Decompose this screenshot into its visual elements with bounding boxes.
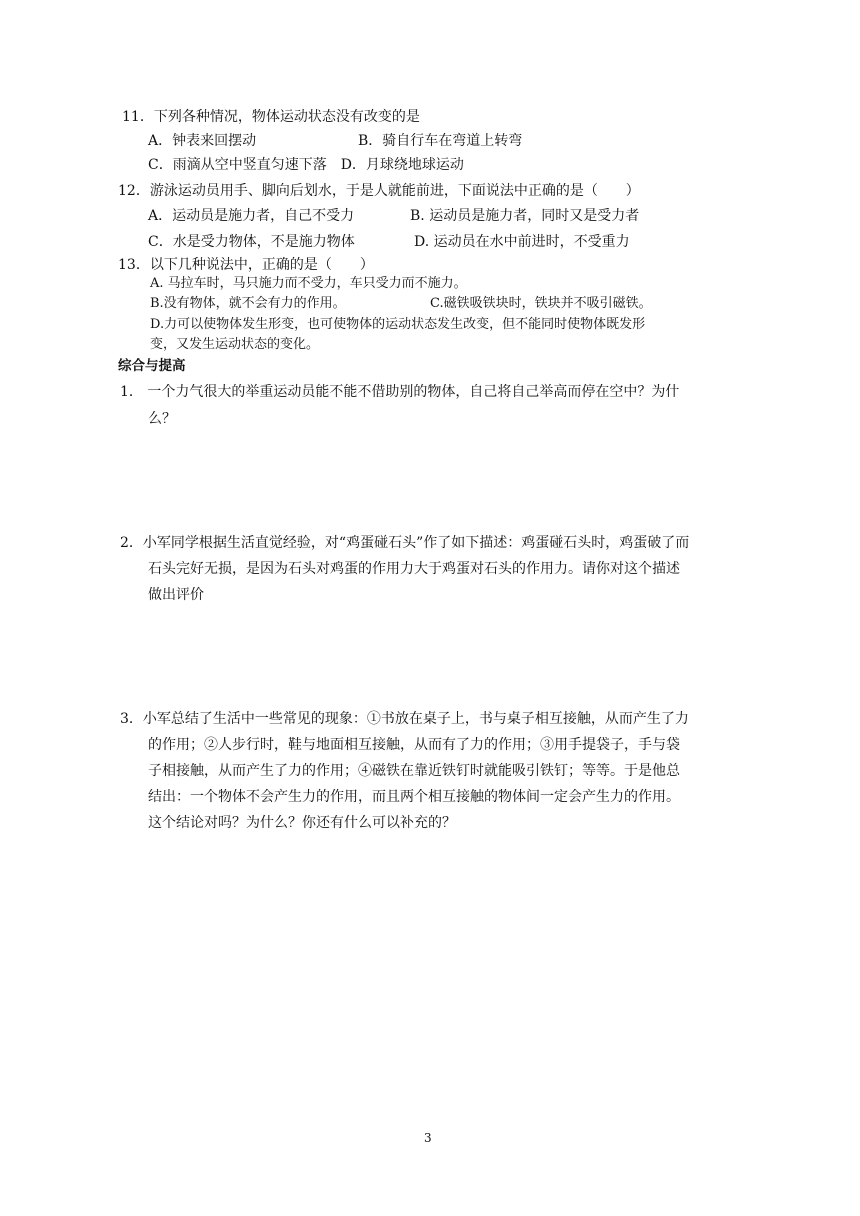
q12-option-b: B. 运动员是施力者，同时又是受力者: [410, 208, 640, 224]
q13-option-b: B.没有物体，就不会有力的作用。: [150, 296, 346, 311]
q12-option-c: C．水是受力物体，不是施力物体: [148, 234, 355, 250]
problem-3-line5: 这个结论对吗？为什么？你还有什么可以补充的？: [148, 815, 456, 831]
page-number: 3: [424, 1131, 432, 1145]
q12-option-d: D. 运动员在水中前进时，不受重力: [414, 234, 630, 250]
problem-3-line3: 子相接触，从而产生了力的作用；④磁铁在靠近铁钉时就能吸引铁钉；等等。于是他总: [148, 763, 680, 779]
q13-option-d-line1: D.力可以使物体发生形变，也可使物体的运动状态发生改变，但不能同时使物体既发形: [150, 317, 646, 332]
q13-stem: 13．以下几种说法中，正确的是（ ）: [118, 257, 374, 273]
problem-3-line4: 结出：一个物体不会产生力的作用，而且两个相互接触的物体间一定会产生力的作用。: [148, 789, 680, 805]
q13-option-a: A. 马拉车时，马只施力而不受力，车只受力而不施力。: [150, 276, 467, 291]
q13-option-c: C.磁铁吸铁块时，铁块并不吸引磁铁。: [430, 296, 652, 311]
problem-1-line2: 么？: [148, 411, 176, 427]
q13-option-d-line2: 变，又发生运动状态的变化。: [150, 337, 320, 352]
q12-stem: 12．游泳运动员用手、脚向后划水，于是人就能前进，下面说法中正确的是（ ）: [118, 183, 640, 199]
q11-option-b: B．骑自行车在弯道上转弯: [358, 133, 523, 149]
problem-2-line1: 2．小军同学根据生活直觉经验，对“鸡蛋碰石头”作了如下描述：鸡蛋碰石头时，鸡蛋破了而: [120, 535, 690, 551]
q11-option-a: A．钟表来回摆动: [148, 133, 257, 149]
problem-3-line1: 3．小军总结了生活中一些常见的现象：①书放在桌子上，书与桌子相互接触，从而产生了力: [120, 711, 689, 727]
problem-1-line1: 1． 一个力气很大的举重运动员能不能不借助别的物体，自己将自己举高而停在空中？为什: [120, 384, 680, 400]
problem-2-line3: 做出评价: [148, 587, 204, 603]
q12-option-a: A．运动员是施力者，自己不受力: [148, 208, 355, 224]
problem-3-line2: 的作用；②人步行时，鞋与地面相互接触，从而有了力的作用；③用手提袋子，手与袋: [148, 737, 680, 753]
q11-option-cd: C．雨滴从空中竖直匀速下落 D．月球绕地球运动: [148, 157, 464, 173]
problem-2-line2: 石头完好无损，是因为石头对鸡蛋的作用力大于鸡蛋对石头的作用力。请你对这个描述: [148, 561, 680, 577]
q11-stem: 11．下列各种情况，物体运动状态没有改变的是: [122, 109, 420, 125]
section-title: 综合与提高: [118, 358, 186, 374]
